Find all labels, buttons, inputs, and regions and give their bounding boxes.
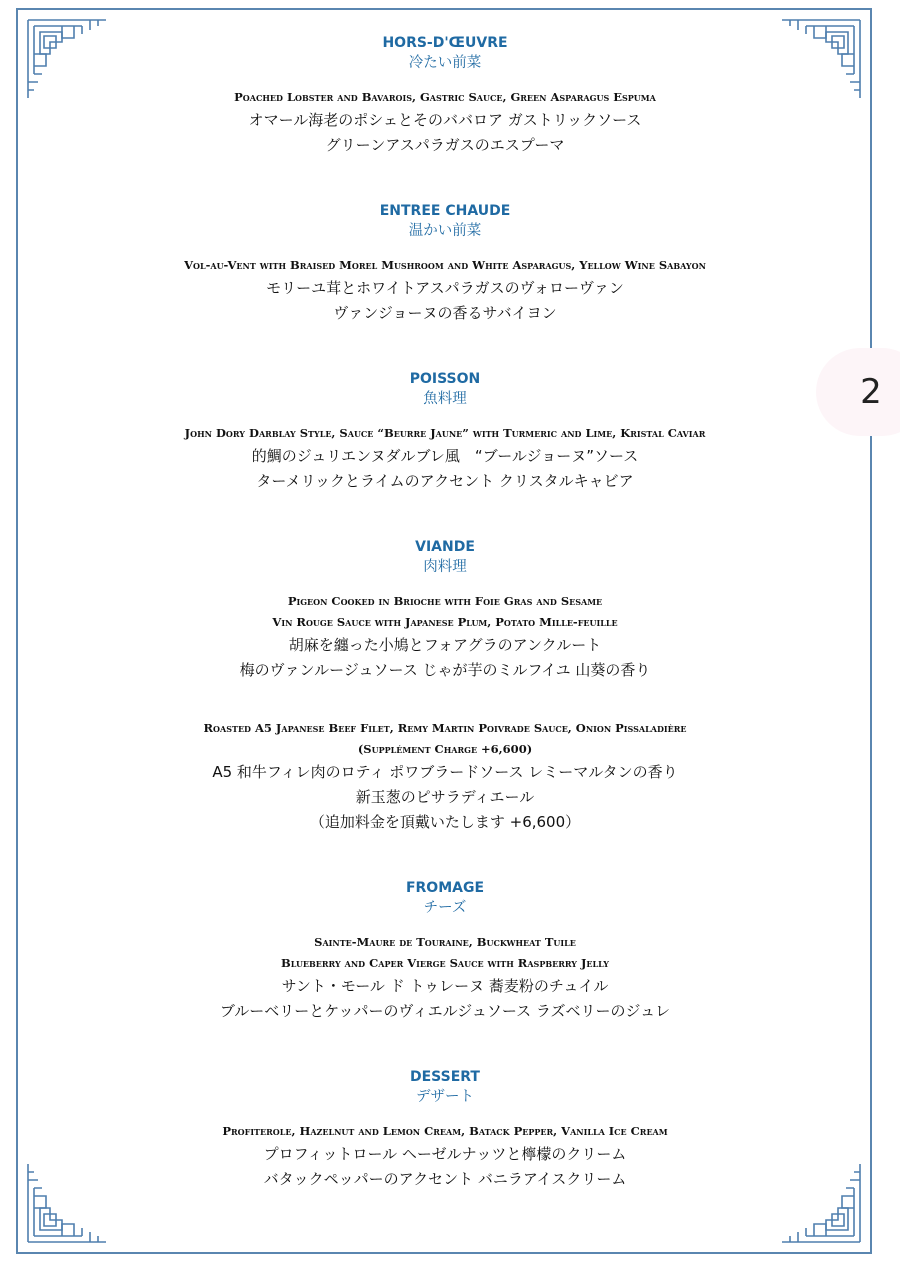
dish-name-jp: A5 和牛フィレ肉のロティ ポワブラードソース レミーマルタンの香り [212,763,678,781]
dish-supplement-charge-jp: （追加料金を頂戴いたします +6,600） [309,813,581,831]
art-deco-corner-ornament-icon [22,1158,112,1248]
page-number: 2 [860,372,882,412]
dish-name-jp: バタックペッパーのアクセント バニラアイスクリーム [263,1170,627,1188]
dish-name-en: Poached Lobster and Bavarois, Gastric Sauce, Green Asparagus Espuma [234,90,656,104]
dish-name-en: Vin Rouge Sauce with Japanese Plum, Potato Mille-feuille [272,615,618,629]
section-subtitle: 魚料理 [423,391,467,407]
dish [140,932,750,1024]
dish [140,87,750,158]
course-menu [140,34,750,1192]
dish-name-jp: プロフィットロール ヘーゼルナッツと檸檬のクリーム [263,1145,627,1163]
dish-name-en: Sainte-Maure de Touraine, Buckwheat Tuile [314,935,576,949]
section-title: VIANDE [415,539,475,555]
section-subtitle: 温かい前菜 [408,223,482,239]
section-fromage [140,879,750,1024]
section-hors-doeuvre [140,34,750,158]
section-title: FROMAGE [405,880,485,896]
art-deco-corner-ornament-icon [776,14,866,104]
section-dessert [140,1068,750,1192]
dish-name-jp: 的鯛のジュリエンヌダルブレ風 “ブールジョーヌ”ソース [251,447,639,465]
dish [140,1121,750,1192]
dish-name-jp: 新玉葱のピサラディエール [355,788,535,806]
dish [140,423,750,494]
dish-name-jp: 梅のヴァンルージュソース じゃが芋のミルフイユ 山葵の香り [239,661,651,679]
dish-name-jp: ブルーベリーとケッパーのヴィエルジュソース ラズベリーのジュレ [219,1002,671,1020]
dish-name-en: Roasted A5 Japanese Beef Filet, Remy Martin Poivrade Sauce, Onion Pissaladière [203,721,687,735]
section-subtitle: デザート [416,1089,474,1105]
dish-name-en: Profiterole, Hazelnut and Lemon Cream, Batack Pepper, Vanilla Ice Cream [222,1124,668,1138]
dish-supplement [140,718,750,835]
section-poisson [140,370,750,494]
section-viande [140,538,750,835]
section-subtitle: 冷たい前菜 [408,55,482,71]
dish-name-en: John Dory Darblay Style, Sauce “Beurre Jaune” with Turmeric and Lime, Kristal Caviar [184,426,706,440]
dish-name-en: Blueberry and Caper Vierge Sauce with Raspberry Jelly [281,956,609,970]
section-title: HORS-D'ŒUVRE [382,35,508,51]
dish [140,591,750,683]
dish-name-jp: サント・モール ド トゥレーヌ 蕎麦粉のチュイル [281,977,609,995]
dish-name-en: Vol-au-Vent with Braised Morel Mushroom and White Asparagus, Yellow Wine Sabayon [184,258,706,272]
section-entree-chaude [140,202,750,326]
dish [140,255,750,326]
art-deco-corner-ornament-icon [776,1158,866,1248]
dish-name-jp: 胡麻を纏った小鳩とフォアグラのアンクルート [288,636,602,654]
dish-name-jp: モリーユ茸とホワイトアスパラガスのヴォローヴァン [266,279,624,297]
dish-supplement-charge: (Supplément Charge +6,600) [357,742,533,756]
dish-name-jp: ターメリックとライムのアクセント クリスタルキャビア [256,472,634,490]
dish-name-jp: グリーンアスパラガスのエスプーマ [325,136,565,154]
section-subtitle: 肉料理 [423,559,467,575]
dish-name-en: Pigeon Cooked in Brioche with Foie Gras and Sesame [287,594,603,608]
dish-name-jp: ヴァンジョーヌの香るサバイヨン [333,304,557,322]
art-deco-corner-ornament-icon [22,14,112,104]
section-title: DESSERT [410,1069,480,1085]
section-title: POISSON [409,371,481,387]
section-subtitle: チーズ [423,900,467,916]
dish-name-jp: オマール海老のポシェとそのババロア ガストリックソース [248,111,642,129]
section-title: ENTREE CHAUDE [379,203,511,219]
